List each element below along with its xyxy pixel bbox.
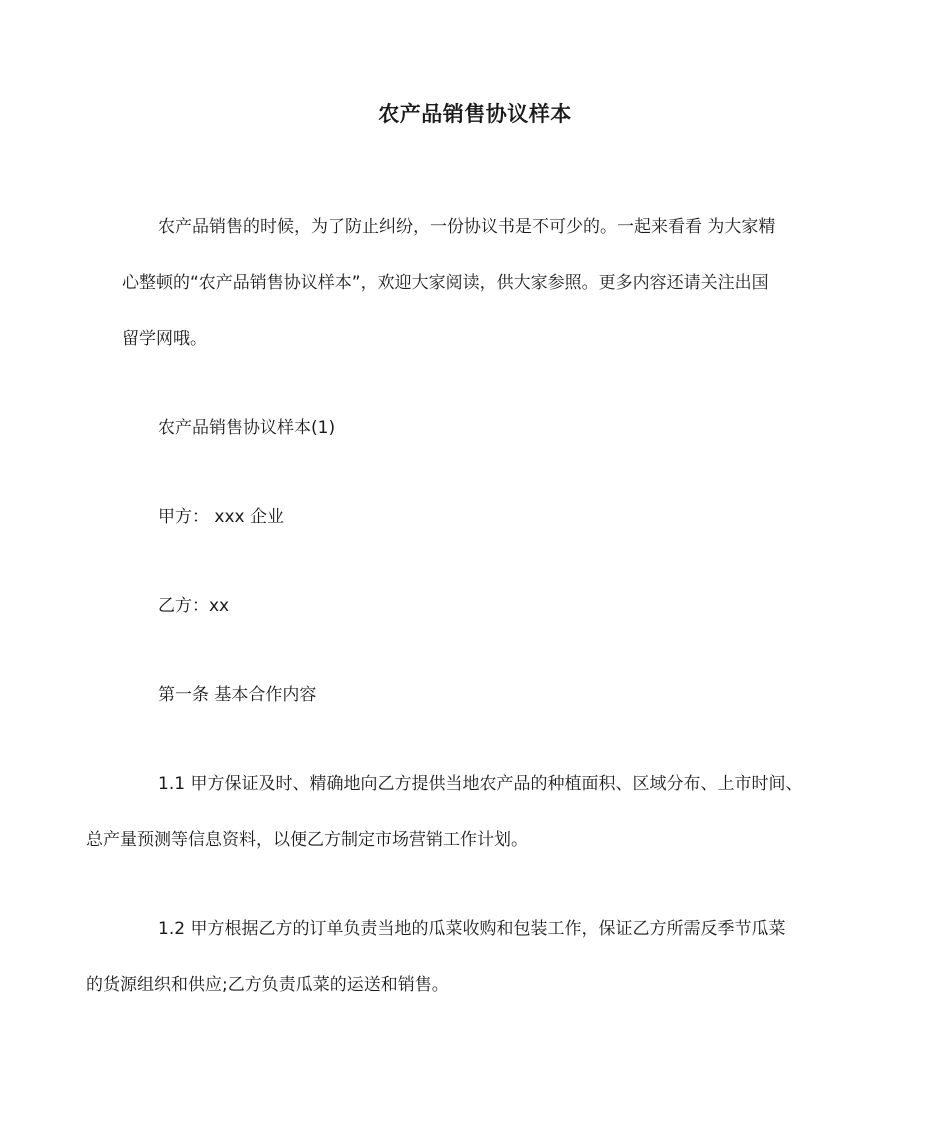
intro-line-1: 农产品销售的时候，为了防止纠纷，一份协议书是不可少的。一起来看看 为大家精 <box>158 217 776 237</box>
article-one-heading: 第一条 基本合作内容 <box>158 685 317 705</box>
document-body <box>86 199 838 1046</box>
party-a-line: 甲方： xxx 企业 <box>158 507 284 527</box>
intro-line-3: 留学网哦。 <box>122 329 207 349</box>
sample-heading: 农产品销售协议样本(1) <box>158 418 336 438</box>
intro-paragraph <box>122 199 838 367</box>
clause-1-2-line-2: 的货源组织和供应;乙方负责瓜菜的运送和销售。 <box>86 975 449 995</box>
clause-1-1-line-1: 1.1 甲方保证及时、精确地向乙方提供当地农产品的种植面积、区域分布、上市时间、 <box>158 774 803 794</box>
clause-1-1-line-2: 总产量预测等信息资料，以便乙方制定市场营销工作计划。 <box>86 830 528 850</box>
clause-1-1 <box>86 756 838 868</box>
document-title: 农产品销售协议样本 <box>378 102 572 126</box>
intro-line-2: 心整顿的“农产品销售协议样本”，欢迎大家阅读，供大家参照。更多内容还请关注出国 <box>122 273 769 293</box>
clause-1-2 <box>86 901 838 1013</box>
party-b-line: 乙方：xx <box>158 596 230 616</box>
clause-1-2-line-1: 1.2 甲方根据乙方的订单负责当地的瓜菜收购和包装工作，保证乙方所需反季节瓜菜 <box>158 919 786 939</box>
